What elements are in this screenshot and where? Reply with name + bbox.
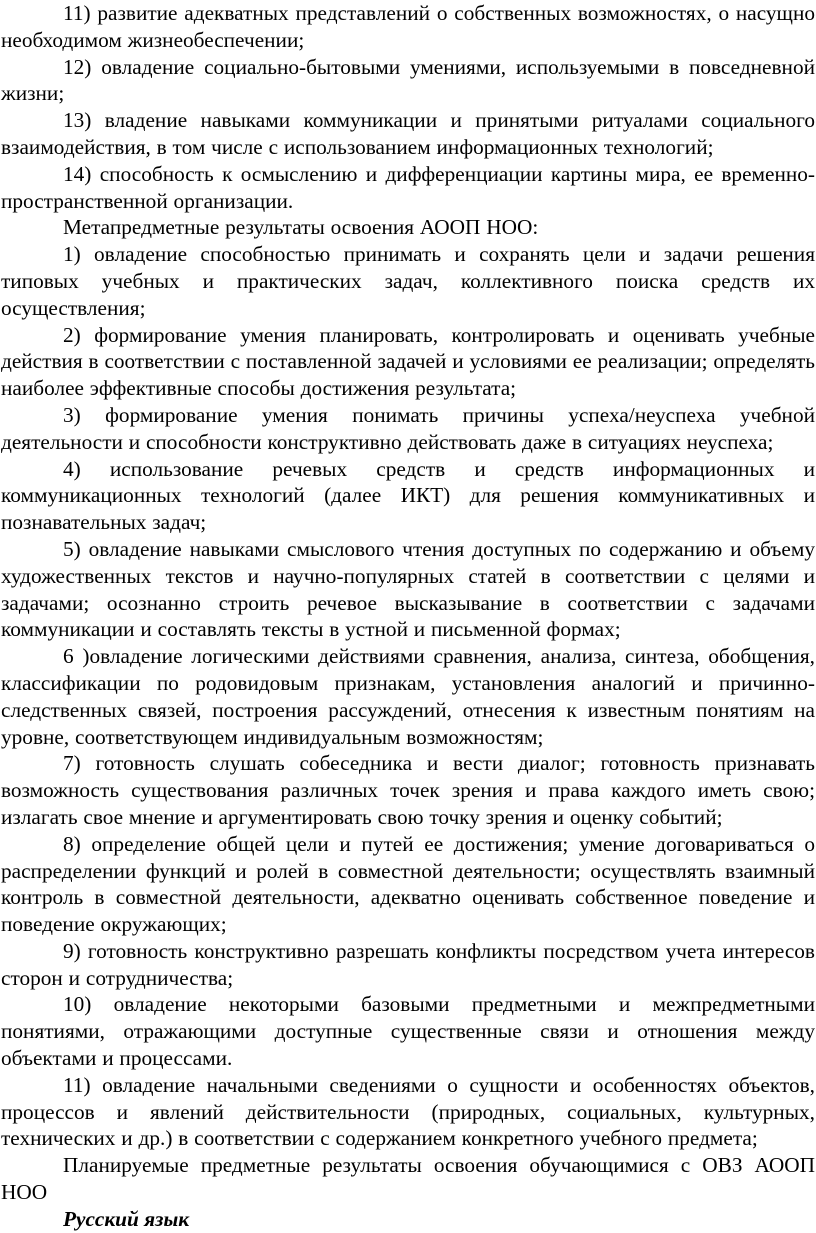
metasubject-item-9: 9) готовность конструктивно разрешать конфликты посредством учета интересов сторон и сотрудничества; xyxy=(1,938,815,990)
paragraph-item-13-communication: 13) владение навыками коммуникации и принятыми ритуалами социального взаимодействия, в том числе с использованием информационных технологий; xyxy=(1,108,815,159)
paragraph-item-14-world-view: 14) способность к осмыслению и дифференциации картины мира, ее временно-пространственной организации. xyxy=(1,161,815,213)
metasubject-item-4: 4) использование речевых средств и средств информационных и коммуникационных технологий (далее ИКТ) для решения коммуникативных и познавательных задач; xyxy=(1,456,815,535)
metasubject-item-8: 8) определение общей цели и путей ее достижения; умение договариваться о распределении функций и ролей в совместной деятельности; осуществлять взаимный контроль в совместной деятельности, адекватно оценивать собственное поведение и поведение окружающих; xyxy=(1,831,815,937)
metasubject-results-intro: Метапредметные результаты освоения АООП НОО: xyxy=(63,215,539,240)
metasubject-item-11: 11) овладение начальными сведениями о сущности и особенностях объектов, процессов и явлений действительности (природных, социальных, культурных, технических и др.) в соответствии с содержанием конкретного учебного предмета; xyxy=(1,1072,815,1151)
metasubject-item-7: 7) готовность слушать собеседника и вести диалог; готовность признавать возможность существования различных точек зрения и права каждого иметь свою; излагать свое мнение и аргументировать свою точку зрения и оценку событий; xyxy=(1,751,815,829)
document-page xyxy=(1,0,815,1233)
section-heading-russian-language: Русский язык xyxy=(63,1206,190,1231)
metasubject-item-10: 10) овладение некоторыми базовыми предметными и межпредметными понятиями, отражающими доступные существенные связи и отношения между объектами и процессами. xyxy=(1,992,815,1071)
metasubject-item-6: 6 )овладение логическими действиями сравнения, анализа, синтеза, обобщения, классификации по родовидовым признакам, установления аналогий и причинно-следственных связей, построения рассуждений, отнесения к известным понятиям на уровне, соответствующем индивидуальным возможностям; xyxy=(1,644,815,749)
metasubject-item-1: 1) овладение способностью принимать и сохранять цели и задачи решения типовых учебных и практических задач, коллективного поиска средств их осуществления; xyxy=(1,242,815,320)
metasubject-item-5: 5) овладение навыками смыслового чтения доступных по содержанию и объему художественных текстов и научно-популярных статей в соответствии с целями и задачами; осознанно строить речевое высказывание в соответствии с задачами коммуникации и составлять тексты в устной и письменной формах; xyxy=(1,536,815,642)
paragraph-item-11-self-awareness: 11) развитие адекватных представлений о собственных возможностях, о насущно необходимом жизнеобеспечении; xyxy=(1,1,815,52)
paragraph-item-12-social-skills: 12) овладение социально-бытовыми умениями, используемыми в повседневной жизни; xyxy=(1,54,815,106)
metasubject-item-2: 2) формирование умения планировать, контролировать и оценивать учебные действия в соответствии с поставленной задачей и условиями ее реализации; определять наиболее эффективные способы достижения результата; xyxy=(1,322,815,401)
subject-results-intro: Планируемые предметные результаты освоения обучающимися с ОВЗ АООП НОО xyxy=(1,1153,815,1205)
metasubject-item-3: 3) формирование умения понимать причины успеха/неуспеха учебной деятельности и способности конструктивно действовать даже в ситуациях неуспеха; xyxy=(1,402,815,454)
